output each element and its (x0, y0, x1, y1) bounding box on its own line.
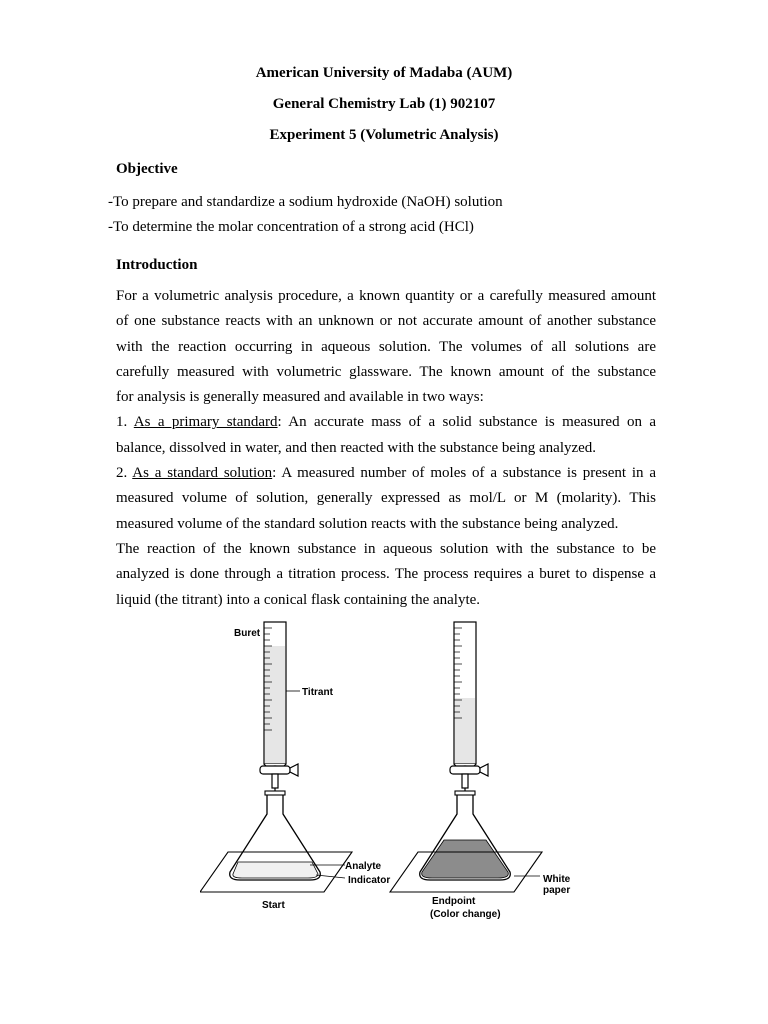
label-endpoint: Endpoint (432, 896, 476, 907)
objective-item: -To determine the molar concentration of a strong acid (HCl) (108, 219, 474, 235)
objective-item: -To prepare and standardize a sodium hydroxide (NaOH) solution (108, 194, 503, 210)
list-number: 1. (116, 414, 134, 431)
label-start: Start (262, 900, 285, 911)
label-buret: Buret (234, 628, 261, 639)
label-titrant: Titrant (302, 687, 333, 698)
paragraph-line: of one substance reacts with an unknown or not accurate amount of another substance (116, 313, 656, 330)
paragraph-line: for analysis is generally measured and available in two ways: (116, 389, 484, 406)
paragraph-line: balance, dissolved in water, and then reacted with the substance being analyzed. (116, 439, 597, 456)
list-item-text: : A measured number of moles of a substance is present in a (272, 465, 656, 482)
list-item-standard-solution (116, 461, 656, 486)
paragraph-line: measured volume of the standard solution reacts with the substance being analyzed. (116, 515, 619, 532)
list-item-primary-standard (116, 410, 656, 435)
objective-heading: Objective (116, 161, 178, 177)
list-item-text: : An accurate mass of a solid substance is measured on a (277, 414, 656, 431)
endpoint-apparatus (390, 622, 542, 892)
course-title: General Chemistry Lab (1) 902107 (272, 96, 496, 112)
introduction-heading: Introduction (116, 257, 198, 273)
paragraph-line: with the reaction occurring in aqueous solution. The volumes of all solutions are (116, 338, 656, 355)
endpoint-solution (422, 840, 509, 878)
paragraph-line: measured volume of solution, generally expressed as mol/L or M (molarity). This (116, 490, 656, 507)
analyte-liquid (233, 862, 318, 878)
paragraph-line: carefully measured with volumetric glassware. The known amount of the substance (116, 363, 656, 380)
label-white: White (543, 874, 571, 885)
university-title: American University of Madaba (AUM) (255, 65, 513, 81)
label-paper: paper (543, 885, 571, 896)
label-color-change: (Color change) (430, 909, 501, 920)
titration-figure (200, 618, 580, 928)
list-number: 2. (116, 465, 133, 482)
paragraph-line: analyzed is done through a titration process. The process requires a buret to dispense a (116, 566, 656, 583)
introduction-body (116, 284, 656, 613)
start-apparatus (200, 622, 352, 892)
term-primary-standard: As a primary standard (133, 414, 278, 431)
titrant-fill (265, 646, 285, 763)
paragraph-line: liquid (the titrant) into a conical flask containing the analyte. (116, 591, 481, 608)
label-analyte: Analyte (345, 861, 382, 872)
paragraph-line: For a volumetric analysis procedure, a known quantity or a carefully measured amount (116, 288, 656, 304)
label-indicator: Indicator (348, 875, 391, 886)
experiment-title: Experiment 5 (Volumetric Analysis) (269, 127, 499, 143)
paragraph-line: The reaction of the known substance in aqueous solution with the substance to be (116, 540, 656, 557)
term-standard-solution: As a standard solution (132, 465, 273, 482)
